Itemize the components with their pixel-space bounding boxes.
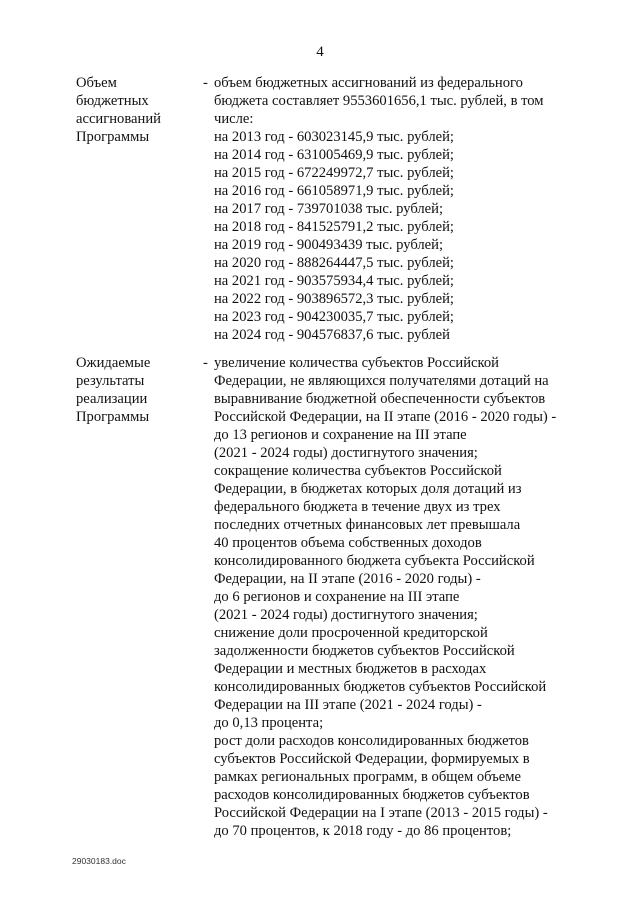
text-line: Федерации и местных бюджетов в расходах [214, 661, 487, 677]
text-line: объем бюджетных ассигнований из федерального [214, 75, 523, 91]
section-label-results [76, 354, 196, 426]
text-line: на 2017 год - 739701038 тыс. рублей; [214, 201, 444, 217]
text-line: числе: [214, 111, 254, 127]
text-line: до 13 регионов и сохранение на III этапе [214, 427, 467, 443]
section-content-results [214, 354, 556, 840]
text-line: рамках региональных программ, в общем объеме [214, 769, 521, 785]
list-dash: - [203, 355, 208, 371]
text-line: субъектов Российской Федерации, формируемых в [214, 751, 530, 767]
text-line: консолидированного бюджета субъекта Российской [214, 553, 535, 569]
text-line: Федерации, не являющихся получателями дотаций на [214, 373, 549, 389]
text-line: (2021 - 2024 годы) достигнутого значения; [214, 445, 478, 461]
page-number: 4 [316, 44, 324, 60]
text-line: выравнивание бюджетной обеспеченности субъектов [214, 391, 546, 407]
text-line: Федерации, на II этапе (2016 - 2020 годы) - [214, 571, 481, 587]
text-line: до 70 процентов, к 2018 году - до 86 процентов; [214, 823, 512, 839]
label-line: Ожидаемые [76, 355, 151, 371]
text-line: Федерации, в бюджетах которых доля дотаций из [214, 481, 522, 497]
text-line: Федерации на III этапе (2021 - 2024 годы) - [214, 697, 482, 713]
file-name-footer: 29030183.doc [72, 856, 126, 866]
text-line: 40 процентов объема собственных доходов [214, 535, 482, 551]
text-line: до 0,13 процента; [214, 715, 324, 731]
text-line: задолженности бюджетов субъектов Российской [214, 643, 515, 659]
text-line: на 2014 год - 631005469,9 тыс. рублей; [214, 147, 454, 163]
text-line: федерального бюджета в течение двух из трех [214, 499, 501, 515]
list-dash: - [203, 75, 208, 91]
text-line: до 6 регионов и сохранение на III этапе [214, 589, 460, 605]
text-line: на 2015 год - 672249972,7 тыс. рублей; [214, 165, 454, 181]
text-line: на 2021 год - 903575934,4 тыс. рублей; [214, 273, 454, 289]
text-line: рост доли расходов консолидированных бюджетов [214, 733, 529, 749]
text-line: Российской Федерации, на II этапе (2016 - 2020 годы) - [214, 409, 557, 425]
label-line: бюджетных [76, 93, 149, 109]
text-line: снижение доли просроченной кредиторской [214, 625, 488, 641]
section-content-budget [214, 74, 544, 344]
label-line: Программы [76, 129, 150, 145]
label-line: ассигнований [76, 111, 161, 127]
label-line: реализации [76, 391, 148, 407]
text-line: на 2024 год - 904576837,6 тыс. рублей [214, 327, 450, 343]
text-line: расходов консолидированных бюджетов субъектов [214, 787, 530, 803]
text-line: на 2020 год - 888264447,5 тыс. рублей; [214, 255, 454, 271]
label-line: Программы [76, 409, 150, 425]
label-line: Объем [76, 75, 117, 91]
section-label-budget [76, 74, 196, 146]
text-line: на 2022 год - 903896572,3 тыс. рублей; [214, 291, 454, 307]
label-line: результаты [76, 373, 145, 389]
text-line: на 2019 год - 900493439 тыс. рублей; [214, 237, 444, 253]
text-line: последних отчетных финансовых лет превышала [214, 517, 521, 533]
text-line: бюджета составляет 9553601656,1 тыс. рублей, в том [214, 93, 544, 109]
text-line: консолидированных бюджетов субъектов Российской [214, 679, 547, 695]
text-line: Российской Федерации на I этапе (2013 - 2015 годы) - [214, 805, 548, 821]
text-line: увеличение количества субъектов Российской [214, 355, 499, 371]
text-line: на 2013 год - 603023145,9 тыс. рублей; [214, 129, 454, 145]
text-line: на 2018 год - 841525791,2 тыс. рублей; [214, 219, 454, 235]
text-line: на 2023 год - 904230035,7 тыс. рублей; [214, 309, 454, 325]
text-line: на 2016 год - 661058971,9 тыс. рублей; [214, 183, 454, 199]
text-line: (2021 - 2024 годы) достигнутого значения; [214, 607, 478, 623]
text-line: сокращение количества субъектов Российской [214, 463, 502, 479]
